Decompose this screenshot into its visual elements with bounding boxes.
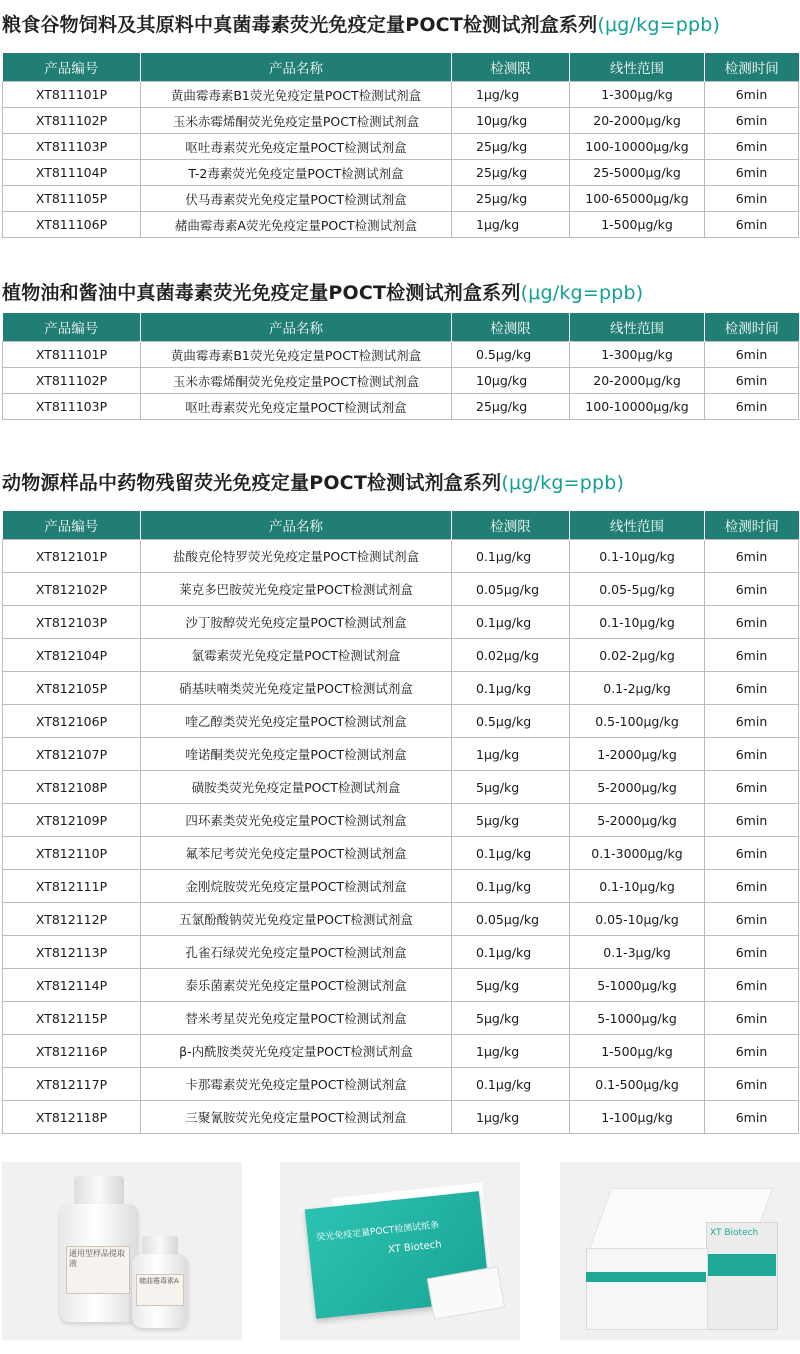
cell-linear-range: 20-2000μg/kg bbox=[570, 108, 705, 134]
column-header-code: 产品编号 bbox=[3, 511, 141, 540]
cell-product-code: XT811103P bbox=[3, 394, 141, 420]
table-row bbox=[3, 160, 799, 186]
cell-product-name: 硝基呋喃类荧光免疫定量POCT检测试剂盒 bbox=[141, 672, 452, 705]
cell-product-code: XT811105P bbox=[3, 186, 141, 212]
cell-detection-limit: 0.1μg/kg bbox=[452, 1068, 570, 1101]
cell-detection-time: 6min bbox=[705, 573, 799, 606]
cell-product-name: 盐酸克伦特罗荧光免疫定量POCT检测试剂盒 bbox=[141, 540, 452, 573]
table-row bbox=[3, 705, 799, 738]
cell-product-name: 伏马毒素荧光免疫定量POCT检测试剂盒 bbox=[141, 186, 452, 212]
cell-linear-range: 5-1000μg/kg bbox=[570, 969, 705, 1002]
section-unit: (μg/kg=ppb) bbox=[501, 472, 625, 494]
column-header-limit: 检测限 bbox=[452, 53, 570, 82]
cell-detection-time: 6min bbox=[705, 639, 799, 672]
cell-detection-limit: 0.1μg/kg bbox=[452, 936, 570, 969]
section-unit: (μg/kg=ppb) bbox=[597, 14, 721, 36]
table-header-row bbox=[3, 53, 799, 82]
cell-detection-time: 6min bbox=[705, 540, 799, 573]
envelope-logo: XT Biotech bbox=[387, 1239, 443, 1256]
cell-linear-range: 1-500μg/kg bbox=[570, 212, 705, 238]
cell-linear-range: 0.1-3μg/kg bbox=[570, 936, 705, 969]
column-header-time: 检测时间 bbox=[705, 313, 799, 342]
section-title-text: 植物油和酱油中真菌毒素荧光免疫定量POCT检测试剂盒系列 bbox=[2, 282, 521, 304]
section-title-text: 粮食谷物饲料及其原料中真菌毒素荧光免疫定量POCT检测试剂盒系列 bbox=[2, 14, 598, 36]
table-row bbox=[3, 1002, 799, 1035]
cell-detection-limit: 25μg/kg bbox=[452, 186, 570, 212]
cell-product-name: 玉米赤霉烯酮荧光免疫定量POCT检测试剂盒 bbox=[141, 108, 452, 134]
cell-product-name: 喹乙醇类荧光免疫定量POCT检测试剂盒 bbox=[141, 705, 452, 738]
cell-detection-limit: 0.1μg/kg bbox=[452, 672, 570, 705]
cell-product-name: 三聚氰胺荧光免疫定量POCT检测试剂盒 bbox=[141, 1101, 452, 1134]
cell-product-code: XT811102P bbox=[3, 108, 141, 134]
cell-product-name: 呕吐毒素荧光免疫定量POCT检测试剂盒 bbox=[141, 134, 452, 160]
cell-product-code: XT812117P bbox=[3, 1068, 141, 1101]
cell-product-code: XT812114P bbox=[3, 969, 141, 1002]
cell-detection-limit: 25μg/kg bbox=[452, 160, 570, 186]
cell-detection-time: 6min bbox=[705, 134, 799, 160]
table-row bbox=[3, 212, 799, 238]
cell-detection-time: 6min bbox=[705, 804, 799, 837]
column-header-name: 产品名称 bbox=[141, 511, 452, 540]
cell-detection-time: 6min bbox=[705, 1035, 799, 1068]
cell-product-name: 黄曲霉毒素B1荧光免疫定量POCT检测试剂盒 bbox=[141, 342, 452, 368]
column-header-name: 产品名称 bbox=[141, 313, 452, 342]
cell-detection-limit: 25μg/kg bbox=[452, 134, 570, 160]
cell-detection-time: 6min bbox=[705, 672, 799, 705]
cell-product-code: XT812118P bbox=[3, 1101, 141, 1134]
table-row bbox=[3, 134, 799, 160]
bottle-cap bbox=[142, 1236, 178, 1256]
column-header-range: 线性范围 bbox=[570, 313, 705, 342]
photo-kit-box bbox=[560, 1162, 800, 1340]
cell-detection-time: 6min bbox=[705, 738, 799, 771]
cell-product-name: 四环素类荧光免疫定量POCT检测试剂盒 bbox=[141, 804, 452, 837]
cell-detection-limit: 0.02μg/kg bbox=[452, 639, 570, 672]
cell-detection-limit: 10μg/kg bbox=[452, 368, 570, 394]
column-header-name: 产品名称 bbox=[141, 53, 452, 82]
box-band bbox=[706, 1254, 776, 1276]
cell-detection-time: 6min bbox=[705, 771, 799, 804]
bottle-cap bbox=[74, 1176, 124, 1206]
cell-product-name: T-2毒素荧光免疫定量POCT检测试剂盒 bbox=[141, 160, 452, 186]
cell-product-name: 替米考星荧光免疫定量POCT检测试剂盒 bbox=[141, 1002, 452, 1035]
cell-detection-limit: 10μg/kg bbox=[452, 108, 570, 134]
cell-linear-range: 0.1-500μg/kg bbox=[570, 1068, 705, 1101]
cell-detection-limit: 1μg/kg bbox=[452, 212, 570, 238]
column-header-range: 线性范围 bbox=[570, 511, 705, 540]
animal-drug-residue-table bbox=[2, 511, 799, 1134]
cell-detection-time: 6min bbox=[705, 870, 799, 903]
column-header-time: 检测时间 bbox=[705, 511, 799, 540]
cell-linear-range: 0.05-10μg/kg bbox=[570, 903, 705, 936]
table-row bbox=[3, 342, 799, 368]
cell-detection-limit: 1μg/kg bbox=[452, 738, 570, 771]
cell-linear-range: 5-2000μg/kg bbox=[570, 804, 705, 837]
cell-detection-time: 6min bbox=[705, 394, 799, 420]
table-row bbox=[3, 903, 799, 936]
cell-product-code: XT812112P bbox=[3, 903, 141, 936]
cell-detection-limit: 1μg/kg bbox=[452, 1101, 570, 1134]
bottle-label-small: 赭曲霉毒素A bbox=[136, 1274, 184, 1306]
cell-linear-range: 100-10000μg/kg bbox=[570, 134, 705, 160]
box-side bbox=[706, 1222, 778, 1330]
table-header-row bbox=[3, 511, 799, 540]
cell-product-name: 金刚烷胺荧光免疫定量POCT检测试剂盒 bbox=[141, 870, 452, 903]
cell-product-code: XT812106P bbox=[3, 705, 141, 738]
cell-product-name: 孔雀石绿荧光免疫定量POCT检测试剂盒 bbox=[141, 936, 452, 969]
cell-linear-range: 0.1-10μg/kg bbox=[570, 606, 705, 639]
column-header-code: 产品编号 bbox=[3, 53, 141, 82]
cell-product-name: 赭曲霉毒素A荧光免疫定量POCT检测试剂盒 bbox=[141, 212, 452, 238]
cell-linear-range: 0.1-10μg/kg bbox=[570, 870, 705, 903]
cell-linear-range: 1-2000μg/kg bbox=[570, 738, 705, 771]
table-row bbox=[3, 606, 799, 639]
table-row bbox=[3, 771, 799, 804]
cell-detection-limit: 5μg/kg bbox=[452, 771, 570, 804]
cell-product-name: 氟苯尼考荧光免疫定量POCT检测试剂盒 bbox=[141, 837, 452, 870]
cell-product-name: 喹诺酮类荧光免疫定量POCT检测试剂盒 bbox=[141, 738, 452, 771]
envelope-text: 荧光免疫定量POCT检测试纸条 bbox=[315, 1220, 440, 1244]
cell-detection-time: 6min bbox=[705, 606, 799, 639]
cell-product-code: XT812105P bbox=[3, 672, 141, 705]
column-header-code: 产品编号 bbox=[3, 313, 141, 342]
table-row bbox=[3, 672, 799, 705]
cell-detection-limit: 0.1μg/kg bbox=[452, 540, 570, 573]
table-row bbox=[3, 870, 799, 903]
cell-product-code: XT812103P bbox=[3, 606, 141, 639]
cell-linear-range: 0.05-5μg/kg bbox=[570, 573, 705, 606]
cell-product-code: XT812104P bbox=[3, 639, 141, 672]
table-row bbox=[3, 639, 799, 672]
cell-detection-time: 6min bbox=[705, 212, 799, 238]
cell-product-code: XT811106P bbox=[3, 212, 141, 238]
cell-detection-time: 6min bbox=[705, 837, 799, 870]
table-row bbox=[3, 837, 799, 870]
table-header-row bbox=[3, 313, 799, 342]
cell-product-name: 卡那霉素荧光免疫定量POCT检测试剂盒 bbox=[141, 1068, 452, 1101]
cell-detection-limit: 5μg/kg bbox=[452, 1002, 570, 1035]
cell-product-code: XT812110P bbox=[3, 837, 141, 870]
table-row bbox=[3, 368, 799, 394]
section-title-oil bbox=[2, 278, 643, 305]
cell-linear-range: 25-5000μg/kg bbox=[570, 160, 705, 186]
column-header-limit: 检测限 bbox=[452, 511, 570, 540]
cell-detection-limit: 1μg/kg bbox=[452, 1035, 570, 1068]
box-front bbox=[586, 1248, 708, 1330]
table-row bbox=[3, 573, 799, 606]
cell-linear-range: 0.1-3000μg/kg bbox=[570, 837, 705, 870]
cell-detection-time: 6min bbox=[705, 1068, 799, 1101]
table-row bbox=[3, 186, 799, 212]
cell-detection-limit: 25μg/kg bbox=[452, 394, 570, 420]
cell-product-name: β-内酰胺类荧光免疫定量POCT检测试剂盒 bbox=[141, 1035, 452, 1068]
cell-linear-range: 1-500μg/kg bbox=[570, 1035, 705, 1068]
cell-product-code: XT812111P bbox=[3, 870, 141, 903]
column-header-range: 线性范围 bbox=[570, 53, 705, 82]
table-row bbox=[3, 936, 799, 969]
cell-product-name: 莱克多巴胺荧光免疫定量POCT检测试剂盒 bbox=[141, 573, 452, 606]
cell-product-code: XT812108P bbox=[3, 771, 141, 804]
cell-detection-time: 6min bbox=[705, 186, 799, 212]
cell-detection-time: 6min bbox=[705, 1002, 799, 1035]
cell-product-name: 呕吐毒素荧光免疫定量POCT检测试剂盒 bbox=[141, 394, 452, 420]
cell-product-code: XT811102P bbox=[3, 368, 141, 394]
cell-linear-range: 0.1-2μg/kg bbox=[570, 672, 705, 705]
cell-product-code: XT812116P bbox=[3, 1035, 141, 1068]
cell-detection-time: 6min bbox=[705, 108, 799, 134]
cell-detection-time: 6min bbox=[705, 705, 799, 738]
grain-mycotoxin-table bbox=[2, 53, 799, 238]
cell-detection-limit: 5μg/kg bbox=[452, 804, 570, 837]
cell-product-code: XT811101P bbox=[3, 342, 141, 368]
cell-product-name: 氯霉素荧光免疫定量POCT检测试剂盒 bbox=[141, 639, 452, 672]
cell-detection-time: 6min bbox=[705, 342, 799, 368]
section-title-text: 动物源样品中药物残留荧光免疫定量POCT检测试剂盒系列 bbox=[2, 472, 502, 494]
cell-linear-range: 0.1-10μg/kg bbox=[570, 540, 705, 573]
cell-product-code: XT812101P bbox=[3, 540, 141, 573]
column-header-limit: 检测限 bbox=[452, 313, 570, 342]
cell-linear-range: 100-65000μg/kg bbox=[570, 186, 705, 212]
cell-linear-range: 0.5-100μg/kg bbox=[570, 705, 705, 738]
box-band bbox=[586, 1272, 706, 1282]
column-header-time: 检测时间 bbox=[705, 53, 799, 82]
table-row bbox=[3, 108, 799, 134]
cell-detection-time: 6min bbox=[705, 903, 799, 936]
cell-detection-limit: 1μg/kg bbox=[452, 82, 570, 108]
cell-linear-range: 5-2000μg/kg bbox=[570, 771, 705, 804]
cell-product-code: XT812109P bbox=[3, 804, 141, 837]
cell-detection-limit: 0.05μg/kg bbox=[452, 903, 570, 936]
cell-product-name: 黄曲霉毒素B1荧光免疫定量POCT检测试剂盒 bbox=[141, 82, 452, 108]
cell-detection-limit: 0.1μg/kg bbox=[452, 606, 570, 639]
cell-detection-limit: 5μg/kg bbox=[452, 969, 570, 1002]
cell-product-code: XT811104P bbox=[3, 160, 141, 186]
cell-linear-range: 20-2000μg/kg bbox=[570, 368, 705, 394]
table-row bbox=[3, 1101, 799, 1134]
table-row bbox=[3, 394, 799, 420]
cell-linear-range: 5-1000μg/kg bbox=[570, 1002, 705, 1035]
cell-detection-time: 6min bbox=[705, 1101, 799, 1134]
box-logo: XT Biotech bbox=[710, 1228, 759, 1238]
cell-detection-limit: 0.05μg/kg bbox=[452, 573, 570, 606]
cell-detection-limit: 0.1μg/kg bbox=[452, 870, 570, 903]
cell-detection-limit: 0.5μg/kg bbox=[452, 705, 570, 738]
cell-product-name: 玉米赤霉烯酮荧光免疫定量POCT检测试剂盒 bbox=[141, 368, 452, 394]
cell-linear-range: 1-100μg/kg bbox=[570, 1101, 705, 1134]
photo-test-strip-envelope bbox=[280, 1162, 520, 1340]
cell-product-name: 磺胺类荧光免疫定量POCT检测试剂盒 bbox=[141, 771, 452, 804]
table-row bbox=[3, 804, 799, 837]
cell-detection-time: 6min bbox=[705, 969, 799, 1002]
cell-product-code: XT811101P bbox=[3, 82, 141, 108]
table-row bbox=[3, 738, 799, 771]
cell-linear-range: 0.02-2μg/kg bbox=[570, 639, 705, 672]
cell-detection-time: 6min bbox=[705, 936, 799, 969]
cell-linear-range: 1-300μg/kg bbox=[570, 342, 705, 368]
section-title-grain bbox=[2, 10, 720, 37]
cell-product-code: XT812107P bbox=[3, 738, 141, 771]
cell-product-name: 泰乐菌素荧光免疫定量POCT检测试剂盒 bbox=[141, 969, 452, 1002]
oil-mycotoxin-table bbox=[2, 313, 799, 420]
bottle-label-large: 通用型样品提取液 bbox=[66, 1246, 130, 1294]
table-row bbox=[3, 540, 799, 573]
table-row bbox=[3, 969, 799, 1002]
cell-product-code: XT812115P bbox=[3, 1002, 141, 1035]
cell-detection-time: 6min bbox=[705, 160, 799, 186]
cell-detection-limit: 0.1μg/kg bbox=[452, 837, 570, 870]
table-row bbox=[3, 1035, 799, 1068]
cell-product-code: XT812113P bbox=[3, 936, 141, 969]
table-row bbox=[3, 82, 799, 108]
section-title-animal bbox=[2, 468, 624, 495]
cell-product-code: XT812102P bbox=[3, 573, 141, 606]
cell-product-code: XT811103P bbox=[3, 134, 141, 160]
cell-detection-limit: 0.5μg/kg bbox=[452, 342, 570, 368]
photo-extraction-bottles bbox=[2, 1162, 242, 1340]
cell-detection-time: 6min bbox=[705, 368, 799, 394]
cell-linear-range: 1-300μg/kg bbox=[570, 82, 705, 108]
section-unit: (μg/kg=ppb) bbox=[520, 282, 644, 304]
cell-product-name: 沙丁胺醇荧光免疫定量POCT检测试剂盒 bbox=[141, 606, 452, 639]
cell-linear-range: 100-10000μg/kg bbox=[570, 394, 705, 420]
cell-product-name: 五氯酚酸钠荧光免疫定量POCT检测试剂盒 bbox=[141, 903, 452, 936]
table-row bbox=[3, 1068, 799, 1101]
cell-detection-time: 6min bbox=[705, 82, 799, 108]
